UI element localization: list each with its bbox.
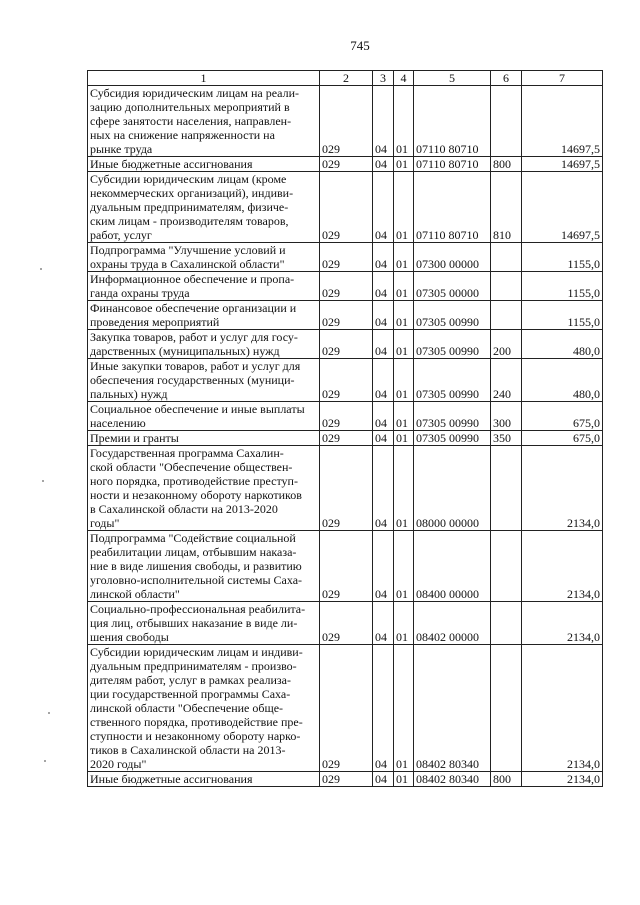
target-article-cell: 07305 00990	[414, 359, 491, 402]
expense-type-cell: 300	[491, 402, 522, 431]
ministry-code-cell: 029	[320, 602, 373, 645]
subsection-code-cell: 01	[394, 431, 414, 446]
ministry-code-cell: 029	[320, 157, 373, 172]
table-row	[88, 157, 603, 172]
ministry-code-cell: 029	[320, 330, 373, 359]
budget-table	[87, 70, 603, 787]
table-row	[88, 301, 603, 330]
amount-cell: 1155,0	[522, 272, 603, 301]
target-article-cell: 08402 80340	[414, 645, 491, 772]
target-article-cell: 07305 00990	[414, 431, 491, 446]
table-row	[88, 330, 603, 359]
section-code-cell: 04	[373, 772, 394, 787]
section-code-cell: 04	[373, 330, 394, 359]
expense-type-cell	[491, 86, 522, 157]
subsection-code-cell: 01	[394, 402, 414, 431]
column-header: 4	[394, 71, 414, 86]
table-body	[88, 86, 603, 787]
section-code-cell: 04	[373, 243, 394, 272]
target-article-cell: 07305 00990	[414, 330, 491, 359]
ministry-code-cell: 029	[320, 402, 373, 431]
column-header: 3	[373, 71, 394, 86]
expense-type-cell	[491, 272, 522, 301]
row-name-cell: Субсидия юридическим лицам на реали- зацию дополнительных мероприятий в сфере занятости населения, направлен- ных на снижение напряженности на рынке труда	[88, 86, 320, 157]
table-row	[88, 446, 603, 531]
subsection-code-cell: 01	[394, 330, 414, 359]
amount-cell: 14697,5	[522, 157, 603, 172]
amount-cell: 2134,0	[522, 602, 603, 645]
subsection-code-cell: 01	[394, 645, 414, 772]
page-number: 745	[350, 38, 370, 53]
section-code-cell: 04	[373, 431, 394, 446]
amount-cell: 480,0	[522, 330, 603, 359]
table-row	[88, 402, 603, 431]
section-code-cell: 04	[373, 645, 394, 772]
row-name-cell: Субсидии юридическим лицам (кроме некоммерческих организаций), индиви- дуальным предпринимателям, физиче- ским лицам - производителям товаров, работ, услуг	[88, 172, 320, 243]
amount-cell: 2134,0	[522, 772, 603, 787]
expense-type-cell: 240	[491, 359, 522, 402]
subsection-code-cell: 01	[394, 157, 414, 172]
table-row	[88, 243, 603, 272]
amount-cell: 1155,0	[522, 243, 603, 272]
row-name-cell: Подпрограмма "Содействие социальной реабилитации лицам, отбывшим наказа- ние в виде лишения свободы, и развитию уголовно-исполнительной системы Саха- линской области"	[88, 531, 320, 602]
target-article-cell: 07110 80710	[414, 172, 491, 243]
subsection-code-cell: 01	[394, 272, 414, 301]
target-article-cell: 07110 80710	[414, 86, 491, 157]
ministry-code-cell: 029	[320, 172, 373, 243]
target-article-cell: 07305 00990	[414, 301, 491, 330]
table-row	[88, 772, 603, 787]
column-header: 7	[522, 71, 603, 86]
expense-type-cell	[491, 602, 522, 645]
table-row	[88, 602, 603, 645]
row-name-cell: Государственная программа Сахалин- ской области "Обеспечение обществен- ного порядка, противодействие преступ- ности и незаконному обороту наркотиков в Сахалинской области на 2013-2020 годы"	[88, 446, 320, 531]
subsection-code-cell: 01	[394, 772, 414, 787]
row-name-cell: Социальное обеспечение и иные выплаты населению	[88, 402, 320, 431]
table-row	[88, 531, 603, 602]
section-code-cell: 04	[373, 301, 394, 330]
column-header: 1	[88, 71, 320, 86]
ministry-code-cell: 029	[320, 301, 373, 330]
expense-type-cell	[491, 243, 522, 272]
amount-cell: 675,0	[522, 402, 603, 431]
target-article-cell: 08402 00000	[414, 602, 491, 645]
ministry-code-cell: 029	[320, 772, 373, 787]
section-code-cell: 04	[373, 359, 394, 402]
target-article-cell: 08400 00000	[414, 531, 491, 602]
expense-type-cell: 800	[491, 772, 522, 787]
target-article-cell: 07300 00000	[414, 243, 491, 272]
subsection-code-cell: 01	[394, 86, 414, 157]
column-header: 6	[491, 71, 522, 86]
section-code-cell: 04	[373, 157, 394, 172]
table-row	[88, 86, 603, 157]
expense-type-cell: 350	[491, 431, 522, 446]
subsection-code-cell: 01	[394, 602, 414, 645]
ministry-code-cell: 029	[320, 431, 373, 446]
section-code-cell: 04	[373, 531, 394, 602]
amount-cell: 675,0	[522, 431, 603, 446]
table-row	[88, 172, 603, 243]
amount-cell: 14697,5	[522, 86, 603, 157]
subsection-code-cell: 01	[394, 531, 414, 602]
table-row	[88, 272, 603, 301]
amount-cell: 2134,0	[522, 446, 603, 531]
section-code-cell: 04	[373, 402, 394, 431]
expense-type-cell	[491, 531, 522, 602]
ministry-code-cell: 029	[320, 272, 373, 301]
ministry-code-cell: 029	[320, 86, 373, 157]
ministry-code-cell: 029	[320, 446, 373, 531]
amount-cell: 2134,0	[522, 531, 603, 602]
target-article-cell: 08402 80340	[414, 772, 491, 787]
section-code-cell: 04	[373, 602, 394, 645]
section-code-cell: 04	[373, 172, 394, 243]
subsection-code-cell: 01	[394, 301, 414, 330]
amount-cell: 480,0	[522, 359, 603, 402]
expense-type-cell	[491, 446, 522, 531]
row-name-cell: Премии и гранты	[88, 431, 320, 446]
column-header: 5	[414, 71, 491, 86]
amount-cell: 2134,0	[522, 645, 603, 772]
expense-type-cell	[491, 301, 522, 330]
target-article-cell: 07305 00000	[414, 272, 491, 301]
row-name-cell: Иные бюджетные ассигнования	[88, 157, 320, 172]
row-name-cell: Иные закупки товаров, работ и услуг для обеспечения государственных (муници- пальных) нужд	[88, 359, 320, 402]
row-name-cell: Информационное обеспечение и пропа- ганда охраны труда	[88, 272, 320, 301]
expense-type-cell: 200	[491, 330, 522, 359]
row-name-cell: Иные бюджетные ассигнования	[88, 772, 320, 787]
section-code-cell: 04	[373, 272, 394, 301]
row-name-cell: Социально-профессиональная реабилита- ция лиц, отбывших наказание в виде ли- шения свободы	[88, 602, 320, 645]
amount-cell: 1155,0	[522, 301, 603, 330]
table-header-row	[88, 71, 603, 86]
ministry-code-cell: 029	[320, 531, 373, 602]
ministry-code-cell: 029	[320, 645, 373, 772]
row-name-cell: Подпрограмма "Улучшение условий и охраны труда в Сахалинской области"	[88, 243, 320, 272]
table-row	[88, 359, 603, 402]
ministry-code-cell: 029	[320, 243, 373, 272]
amount-cell: 14697,5	[522, 172, 603, 243]
expense-type-cell: 810	[491, 172, 522, 243]
subsection-code-cell: 01	[394, 172, 414, 243]
ministry-code-cell: 029	[320, 359, 373, 402]
expense-type-cell: 800	[491, 157, 522, 172]
row-name-cell: Финансовое обеспечение организации и проведения мероприятий	[88, 301, 320, 330]
subsection-code-cell: 01	[394, 243, 414, 272]
target-article-cell: 08000 00000	[414, 446, 491, 531]
table-row	[88, 431, 603, 446]
subsection-code-cell: 01	[394, 446, 414, 531]
target-article-cell: 07305 00990	[414, 402, 491, 431]
subsection-code-cell: 01	[394, 359, 414, 402]
expense-type-cell	[491, 645, 522, 772]
section-code-cell: 04	[373, 446, 394, 531]
table-row	[88, 645, 603, 772]
row-name-cell: Закупка товаров, работ и услуг для госу- дарственных (муниципальных) нужд	[88, 330, 320, 359]
column-header: 2	[320, 71, 373, 86]
target-article-cell: 07110 80710	[414, 157, 491, 172]
section-code-cell: 04	[373, 86, 394, 157]
row-name-cell: Субсидии юридическим лицам и индиви- дуальным предпринимателям - произво- дителям работ, услуг в рамках реализа- ции государственной программы Саха- линской области "Обеспечение обще- ственного порядка, противодействие пре- ступности и незаконному обороту нарко- тиков в Сахалинской области на 2013- 2020 годы"	[88, 645, 320, 772]
